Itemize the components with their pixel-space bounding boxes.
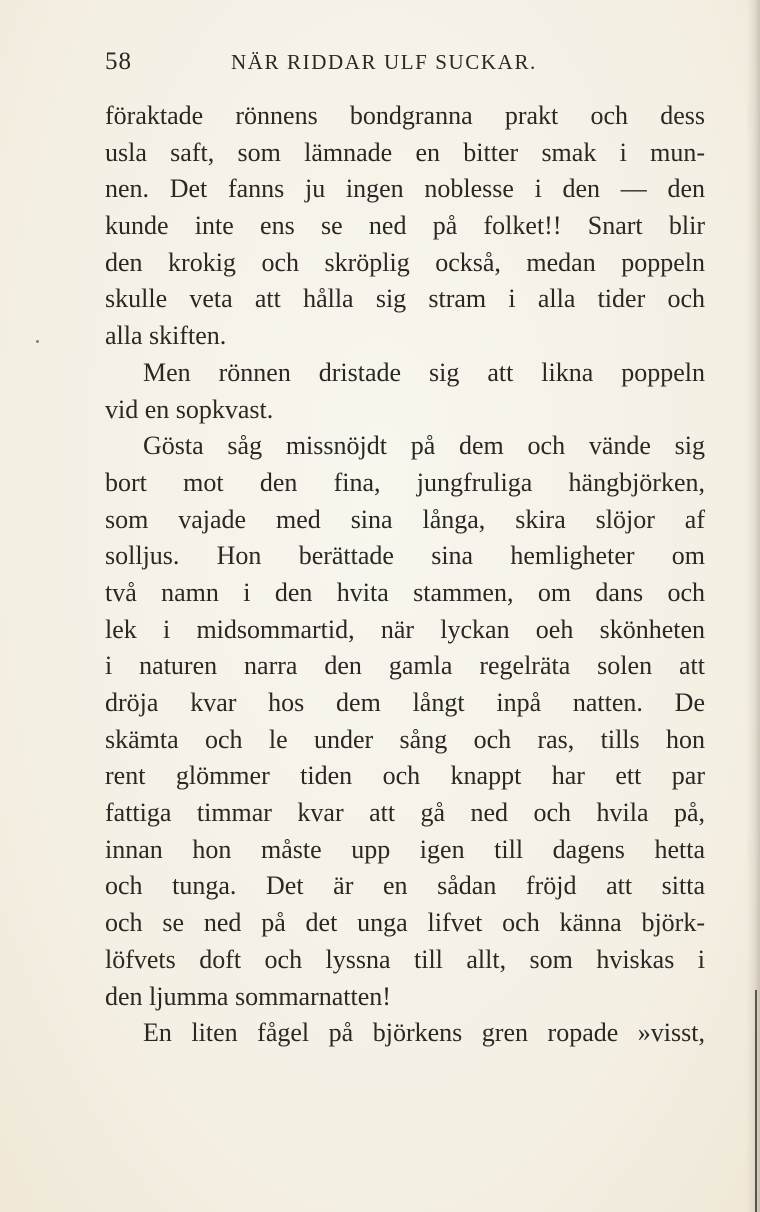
text-line: usla saft, som lämnade en bitter smak i mun- [105,137,705,167]
page-edge-shadow [746,0,760,1212]
text-line: Gösta såg missnöjdt på dem och vände sig [143,431,705,461]
text-line: den ljumma sommarnatten! [105,981,391,1011]
text-line: nen. Det fanns ju ingen noblesse i den — den [105,174,705,204]
text-line: bort mot den fina, jungfruliga hängbjörken, [105,467,705,497]
text-line: och se ned på det unga lifvet och känna björk- [105,908,705,938]
text-line: vid en sopkvast. [105,394,274,424]
text-line: föraktade rönnens bondgranna prakt och dess [105,101,705,130]
text-line: kunde inte ens se ned på folket!! Snart blir [105,211,705,241]
binding-edge-line [755,990,757,1212]
margin-speck [36,340,39,343]
running-title: NÄR RIDDAR ULF SUCKAR. [231,50,537,74]
text-line: dröja kvar hos dem långt inpå natten. De [105,688,705,717]
text-line: skulle veta att hålla sig stram i alla tider och [105,284,705,314]
text-line: alla skiften. [105,321,227,351]
text-line: fattiga timmar kvar att gå ned och hvila på, [105,798,705,828]
text-line: löfvets doft och lyssna till allt, som hviskas i [105,944,705,974]
text-line: lek i midsommartid, när lyckan oeh skönheten [105,614,705,644]
text-line: Men rönnen dristade sig att likna poppeln [143,357,705,387]
text-line: rent glömmer tiden och knappt har ett par [105,761,705,791]
text-line: skämta och le under sång och ras, tills hon [105,724,705,754]
text-line: solljus. Hon berättade sina hemligheter om [105,541,705,571]
text-line: och tunga. Det är en sådan fröjd att sitta [105,871,705,901]
text-line: den krokig och skröplig också, medan poppeln [105,247,705,277]
text-line: i naturen narra den gamla regelräta solen att [105,651,705,681]
text-line: som vajade med sina långa, skira slöjor af [105,504,705,534]
page-number: 58 [105,48,132,75]
text-line: två namn i den hvita stammen, om dans och [105,577,705,607]
text-line: innan hon måste upp igen till dagens hetta [105,834,705,864]
page-header [105,48,705,88]
body-text [105,98,705,1052]
text-line: En liten fågel på björkens gren ropade »visst, [143,1018,705,1048]
